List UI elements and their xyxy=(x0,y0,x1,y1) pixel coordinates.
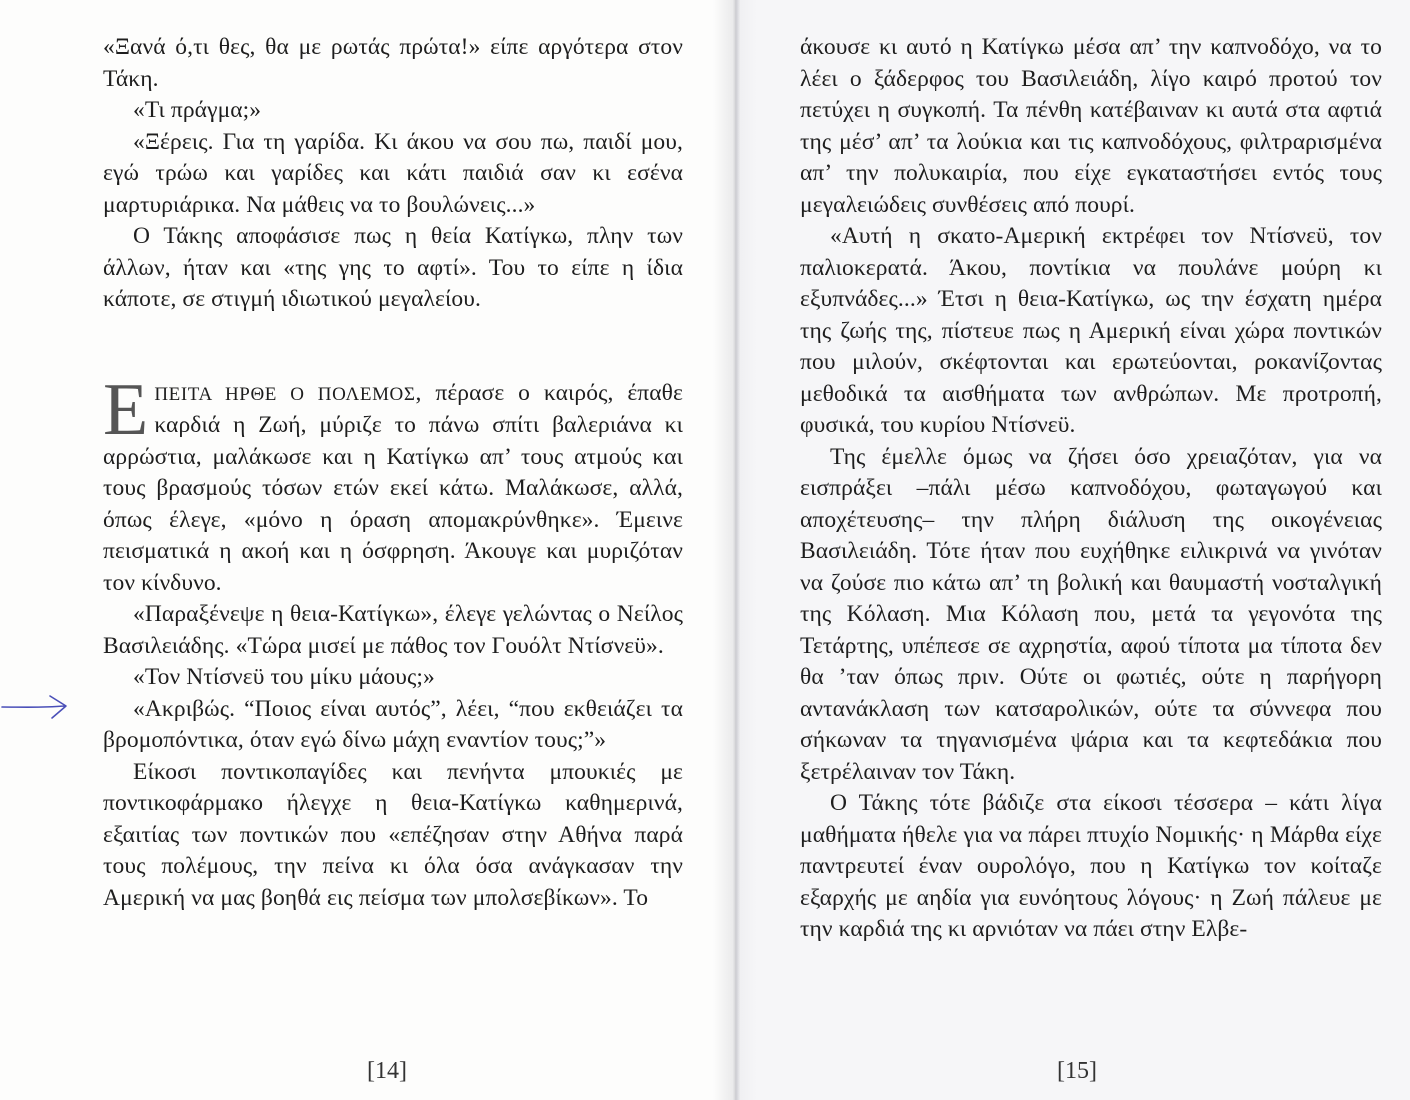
paragraph: «Παραξένεψε η θεια-Κατίγκω», έλεγε γελώντας ο Νείλος Βασιλειάδης. «Τώρα μισεί με πάθος τον Γουόλτ Ντίσνεϋ». xyxy=(103,601,683,659)
paragraph: «Ξέρεις. Για τη γαρίδα. Κι άκου να σου πω, παιδί μου, εγώ τρώω και γαρίδες και κάτι παιδιά σαν κι εσένα μαρτυριάρικα. Να μάθεις να το βουλώνεις...» xyxy=(103,128,683,218)
paragraph: «Ακριβώς. “Ποιος είναι αυτός”, λέει, “που εκθειάζει τα βρομοπόντικα, όταν εγώ δίνω μάχη εναντίον τους;”» xyxy=(103,695,683,753)
paragraph: Ο Τάκης αποφάσισε πως η θεία Κατίγκω, πλην των άλλων, ήταν και «της γης το αφτί». Του το είπε η ίδια κάποτε, σε στιγμή ιδιωτικού μεγαλείου. xyxy=(103,223,683,312)
handwritten-arrow-icon xyxy=(0,690,80,724)
paragraph: «Ξανά ό,τι θες, θα με ρωτάς πρώτα!» είπε αργότερα στον Τάκη. xyxy=(103,34,683,92)
paragraph: «Τον Ντίσνεϋ του μίκυ μάους;» xyxy=(133,664,435,690)
paragraph: «Τι πράγμα;» xyxy=(133,97,262,123)
opening-smallcaps: ΠΕΙΤΑ ΗΡΘΕ Ο ΠΟΛΕΜΟΣ xyxy=(154,383,416,405)
book-gutter xyxy=(713,0,757,1100)
paragraph: Είκοσι ποντικοπαγίδες και πενήντα μπουκιές με ποντικοφάρμακο ήλεγχε η θεια-Κατίγκω καθημερινά, εξαιτίας των ποντικών που «επέζησαν στην Αθήνα παρά τους πολέμους, την πείνα κι όλα όσα ανάγκασαν την Αμερική να μας βοηθά εις πείσμα των μπολσεβίκων». Το xyxy=(103,758,683,911)
page-number: [14] xyxy=(367,1058,407,1084)
paragraph: Της έμελλε όμως να ζήσει όσο χρειαζόταν, για να εισπράξει –πάλι μέσω καπνοδόχου, φωταγωγού και αποχέτευσης– την πλήρη διάλυση της οικογένειας Βασιλειάδη. Τότε ήταν που ευχήθηκε ειλικρινά να γινόταν να ζούσε πιο κάτω απ’ τη βολική και θαυμαστή νοσταλγική της Κόλαση. Μια Κόλαση που, μετά τα γεγονότα της Τετάρτης, υπέπεσε σε αχρηστία, αφού τίποτα μα τίποτα δεν θα ’ταν όπως πριν. Ούτε οι φωτιές, ούτε η παρήγορη αντανάκλαση των κατσαρολικών, ούτε τα σύννεφα που σήκωναν τα τηγανισμένα ψάρια και τα κεφτεδάκια που ξετρέλαιναν τον Τάκη. xyxy=(800,443,1382,785)
opening-text: , πέρασε ο καιρός, έπαθε καρδιά η Ζωή, μύριζε το πάνω σπίτι βαλεριάνα κι αρρώστια, μαλάκωσε και η Κατίγκω απ’ τους ατμούς και τους βρασμούς τόσων ετών εκεί κάτω. Μαλάκωσε, αλλά, όπως έλεγε, «μόνο η όραση απομακρύνθηκε». Έμεινε πεισματικά η ακοή και η όσφρηση. Άκουγε και μυριζόταν τον κίνδυνο. xyxy=(103,379,683,596)
left-page-text xyxy=(103,32,683,914)
drop-cap: Ε xyxy=(103,368,149,451)
section-opening-paragraph xyxy=(103,368,683,600)
paragraph: άκουσε κι αυτό η Κατίγκω μέσα απ’ την καπνοδόχο, να το λέει ο ξάδερφος του Βασιλειάδη, λίγο καιρό προτού τον πετύχει η συγκοπή. Τα πένθη κατέβαιναν κι αυτά στα αφτιά της μέσ’ απ’ τα λούκια και τις καπνοδόχους, φιλτραρισμένα απ’ την πολυκαιρία, που είχε εγκαταστήσει εντός τους μεγαλειώδεις συνθέσεις από πουρί. xyxy=(800,34,1382,218)
section-break xyxy=(103,316,683,378)
paragraph: Ο Τάκης τότε βάδιζε στα είκοσι τέσσερα – κάτι λίγα μαθήματα ήθελε για να πάρει πτυχίο Νομικής· η Μάρθα είχε παντρευτεί έναν ουρολόγο, που η Κατίγκω τον κοίταζε εξαρχής με αηδία για ευνόητους λόγους· η Ζωή πάλευε με την καρδιά της κι αρνιόταν να πάει στην Ελβε- xyxy=(800,790,1382,942)
paragraph: «Αυτή η σκατο-Αμερική εκτρέφει τον Ντίσνεϋ, τον παλιοκερατά. Άκου, ποντίκια να πουλάνε μούρη κι εξυπνάδες...» Έτσι η θεια-Κατίγκω, ως την έσχατη ημέρα της ζωής της, πίστευε πως η Αμερική είναι χώρα ποντικών που μιλούν, σκέφτονται και ερωτεύονται, ροκανίζοντας μεθοδικά τα αισθήματα των ανθρώπων. Με προτροπή, φυσικά, του κυρίου Ντίσνεϋ. xyxy=(800,223,1382,438)
right-page-text xyxy=(800,32,1382,946)
page-number: [15] xyxy=(1057,1058,1097,1084)
